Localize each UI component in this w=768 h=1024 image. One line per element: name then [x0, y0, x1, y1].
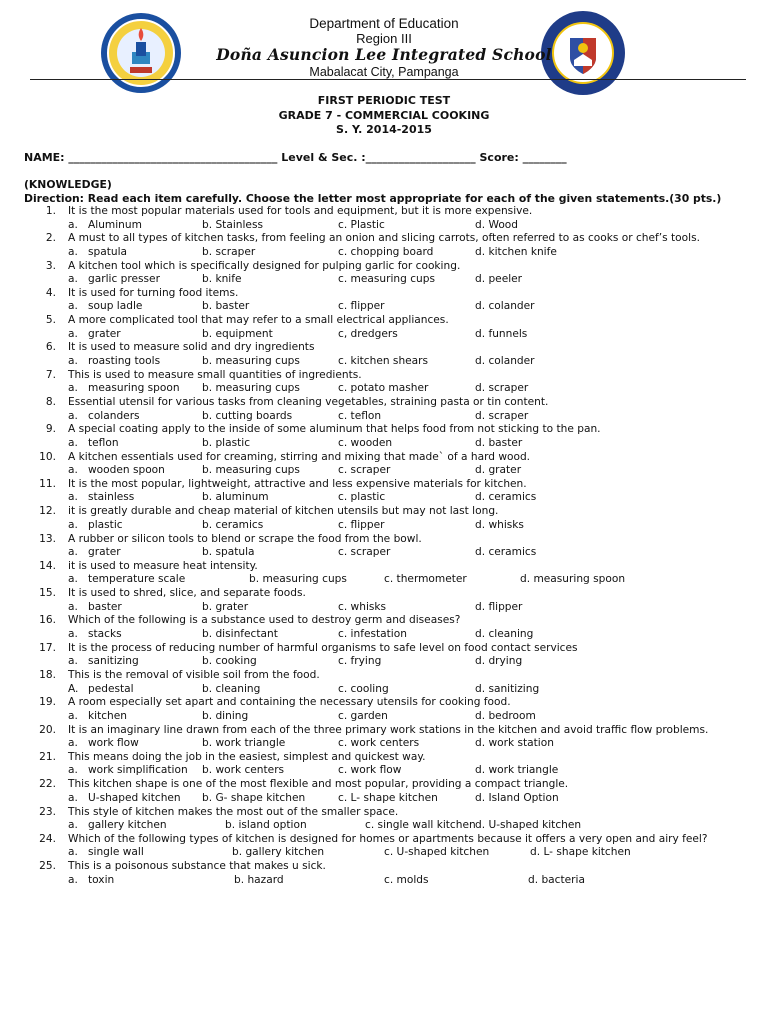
question-stem: It is an imaginary line drawn from each of the three primary work stations in the kitchen and avoid traffic flow problems.: [68, 723, 709, 736]
choice-c: c. plastic: [338, 491, 386, 504]
choice-d: d. L- shape kitchen: [530, 846, 631, 859]
question-number: 2.: [45, 232, 56, 245]
question-stem: It is the most popular materials used for tools and equipment, but it is more expensive.: [68, 205, 533, 217]
choice-a: a. work simplification: [68, 764, 188, 777]
region-name: Region III: [356, 31, 412, 46]
choice-a: a. colanders: [68, 409, 140, 422]
question-item: [0, 423, 768, 450]
choice-b: b. disinfectant: [202, 627, 278, 640]
choice-b: b. baster: [202, 300, 250, 313]
choice-a: a. grater: [68, 546, 121, 559]
choice-a: a. work flow: [68, 737, 139, 750]
question-item: [0, 505, 768, 532]
choice-c: c. single wall kitchen: [365, 819, 476, 832]
choice-d: d. colander: [475, 300, 535, 313]
choice-d: d. U-shaped kitchen: [475, 819, 582, 832]
choice-b: b. work triangle: [202, 737, 286, 750]
choice-a: a. sanitizing: [68, 655, 139, 668]
question-item: [0, 232, 768, 259]
question-stem: This means doing the job in the easiest, simplest and quickest way.: [68, 750, 426, 763]
choice-d: d. peeler: [475, 273, 523, 286]
choice-b: b. measuring cups: [249, 573, 347, 586]
choice-c: c, dredgers: [338, 327, 398, 340]
choice-a: a. spatula: [68, 245, 128, 258]
choice-b: b. scraper: [202, 245, 256, 258]
question-stem: A kitchen tool which is specifically designed for pulping garlic for cooking.: [68, 259, 461, 272]
choice-b: b. knife: [202, 273, 242, 286]
choice-d: d. bedroom: [475, 709, 536, 722]
question-item: [0, 724, 768, 751]
choice-b: b. measuring cups: [202, 464, 300, 477]
question-stem: A more complicated tool that may refer to a small electrical appliances.: [68, 314, 449, 327]
choice-c: c. infestation: [338, 627, 407, 640]
choice-a: a. temperature scale: [68, 573, 186, 586]
choice-d: d. work station: [475, 737, 554, 750]
choice-d: d. funnels: [475, 327, 528, 340]
question-number: 8.: [45, 396, 56, 409]
choice-b: b. hazard: [234, 873, 284, 886]
question-stem: This style of kitchen makes the most out of the smaller space.: [68, 805, 399, 818]
question-number: 17.: [39, 641, 56, 654]
question-stem: It is the most popular, lightweight, attractive and less expensive materials for kitchen.: [68, 477, 527, 490]
choice-d: d. baster: [475, 436, 523, 449]
question-number: 3.: [45, 259, 56, 272]
question-item: [0, 806, 768, 833]
question-number: 7.: [45, 368, 56, 381]
choice-b: b. plastic: [202, 436, 251, 449]
choice-d: d. scraper: [475, 409, 529, 422]
choice-d: d. kitchen knife: [475, 245, 557, 258]
question-number: 24.: [39, 832, 56, 845]
question-number: 23.: [39, 805, 56, 818]
question-number: 13.: [39, 532, 56, 545]
choice-a: a. stacks: [68, 627, 122, 640]
question-item: [0, 451, 768, 478]
question-number: 19.: [39, 696, 56, 709]
choice-d: d. bacteria: [528, 873, 585, 886]
choice-c: c. chopping board: [338, 245, 434, 258]
choice-b: b. aluminum: [202, 491, 269, 504]
choice-b: b. cooking: [202, 655, 257, 668]
test-title: FIRST PERIODIC TEST: [317, 94, 451, 107]
school-city: Mabalacat City, Pampanga: [309, 65, 459, 79]
choice-b: b. gallery kitchen: [232, 846, 325, 859]
choice-c: c. potato masher: [338, 382, 429, 395]
question-stem: This is the removal of visible soil from the food.: [68, 669, 320, 682]
choice-c: c. thermometer: [384, 573, 467, 586]
question-stem: It is used for turning food items.: [68, 286, 239, 299]
choice-b: b. cutting boards: [202, 409, 293, 422]
choice-b: b. measuring cups: [202, 354, 300, 367]
question-number: 14.: [39, 559, 56, 572]
choice-a: a. plastic: [68, 518, 123, 531]
question-stem: A rubber or silicon tools to blend or scrape the food from the bowl.: [68, 532, 422, 545]
school-name: Doña Asuncion Lee Integrated School: [216, 45, 552, 64]
question-stem: A kitchen essentials used for creaming, stirring and mixing that made` of a hard wood.: [68, 450, 531, 463]
choice-b: b. grater: [202, 600, 249, 613]
question-item: [0, 587, 768, 614]
choice-c: c. whisks: [338, 600, 387, 613]
choice-d: d. colander: [475, 354, 535, 367]
choice-c: c. L- shape kitchen: [338, 791, 438, 804]
question-number: 12.: [39, 505, 56, 518]
choice-a: a. Aluminum: [68, 218, 142, 231]
question-stem: It is used to shred, slice, and separate foods.: [68, 587, 306, 600]
question-number: 9.: [45, 423, 56, 436]
choice-d: d. whisks: [475, 518, 524, 531]
question-number: 16.: [39, 614, 56, 627]
question-item: [0, 833, 768, 860]
question-number: 5.: [45, 314, 56, 327]
choice-d: d. Island Option: [475, 791, 559, 804]
test-subject: GRADE 7 - COMMERCIAL COOKING: [278, 109, 490, 122]
choice-d: d. ceramics: [475, 491, 537, 504]
choice-a: a. grater: [68, 327, 121, 340]
question-stem: A room especially set apart and containing the necessary utensils for cooking food.: [68, 696, 511, 709]
question-list: [0, 205, 768, 887]
choice-d: d. sanitizing: [475, 682, 540, 695]
choice-d: d. cleaning: [475, 627, 534, 640]
choice-c: c. frying: [338, 655, 382, 668]
question-item: [0, 751, 768, 778]
question-stem: This is a poisonous substance that makes u sick.: [68, 860, 326, 873]
department-name: Department of Education: [309, 16, 459, 31]
choice-a: a. measuring spoon: [68, 382, 180, 395]
choice-d: d. grater: [475, 464, 522, 477]
question-stem: it is used to measure heat intensity.: [68, 559, 258, 572]
choice-c: c. flipper: [338, 518, 385, 531]
question-number: 25.: [39, 860, 56, 873]
question-number: 21.: [39, 750, 56, 763]
question-stem: Which of the following types of kitchen is designed for homes or apartments because it offers a very open and airy feel?: [68, 832, 708, 845]
question-item: [0, 369, 768, 396]
choice-a: a. garlic presser: [68, 273, 160, 286]
choice-b: b. cleaning: [202, 682, 261, 695]
choice-d: d. drying: [475, 655, 523, 668]
choice-c: c. cooling: [338, 682, 389, 695]
section-heading: (KNOWLEDGE): [24, 178, 112, 191]
choice-a: a. soup ladle: [68, 300, 143, 313]
question-item: [0, 205, 768, 232]
choice-d: d. flipper: [475, 600, 523, 613]
choice-b: b. measuring cups: [202, 382, 300, 395]
choice-c: c. measuring cups: [338, 273, 436, 286]
student-info-line: NAME: ______________________________________ Level & Sec. :____________________ Score: ________: [24, 151, 567, 164]
question-number: 20.: [39, 723, 56, 736]
choice-a: a. single wall: [68, 846, 144, 859]
question-stem: A special coating apply to the inside of some aluminum that helps food from not sticking to the pan.: [68, 423, 601, 436]
question-item: [0, 478, 768, 505]
choice-c: c. garden: [338, 709, 388, 722]
choice-c: c. kitchen shears: [338, 354, 429, 367]
question-item: [0, 614, 768, 641]
question-item: [0, 287, 768, 314]
question-item: [0, 260, 768, 287]
choice-b: b. ceramics: [202, 518, 264, 531]
choice-c: c. wooden: [338, 436, 393, 449]
question-stem: Essential utensil for various tasks from cleaning vegetables, straining pasta or tin content.: [68, 396, 549, 409]
question-item: [0, 860, 768, 887]
question-item: [0, 669, 768, 696]
question-item: [0, 341, 768, 368]
question-number: 10.: [39, 450, 56, 463]
choice-c: c. work centers: [338, 737, 420, 750]
choice-c: c. Plastic: [338, 218, 385, 231]
directions: Direction: Read each item carefully. Choose the letter most appropriate for each of the given statements.(30 pts.): [24, 192, 722, 205]
question-number: 4.: [45, 286, 56, 299]
choice-d: d. work triangle: [475, 764, 559, 777]
choice-c: c. U-shaped kitchen: [384, 846, 490, 859]
question-item: [0, 642, 768, 669]
choice-b: b. work centers: [202, 764, 285, 777]
choice-d: d. ceramics: [475, 546, 537, 559]
choice-b: b. equipment: [202, 327, 273, 340]
choice-a: a. gallery kitchen: [68, 819, 167, 832]
question-item: [0, 396, 768, 423]
choice-a: A. pedestal: [68, 682, 134, 695]
choice-c: c. flipper: [338, 300, 385, 313]
question-stem: A must to all types of kitchen tasks, from feeling an onion and slicing carrots, often referred to as cooks or chef’s tools.: [68, 232, 700, 245]
header-divider: [30, 79, 746, 80]
choice-c: c. molds: [384, 873, 429, 886]
question-number: 18.: [39, 669, 56, 682]
choice-b: b. Stainless: [202, 218, 263, 231]
choice-b: b. island option: [225, 819, 307, 832]
question-number: 11.: [39, 477, 56, 490]
question-number: 22.: [39, 778, 56, 791]
choice-c: c. scraper: [338, 546, 391, 559]
question-item: [0, 560, 768, 587]
question-number: 15.: [39, 587, 56, 600]
choice-a: a. baster: [68, 600, 122, 613]
choice-a: a. toxin: [68, 873, 115, 886]
choice-a: a. roasting tools: [68, 354, 161, 367]
school-year: S. Y. 2014-2015: [336, 123, 432, 136]
question-number: 6.: [45, 341, 56, 354]
question-stem: This is used to measure small quantities of ingredients.: [68, 368, 362, 381]
question-number: 1.: [45, 205, 56, 217]
choice-c: c. teflon: [338, 409, 382, 422]
question-stem: Which of the following is a substance used to destroy germ and diseases?: [68, 614, 461, 627]
choice-b: b. dining: [202, 709, 249, 722]
question-item: [0, 533, 768, 560]
choice-d: d. scraper: [475, 382, 529, 395]
choice-d: d. Wood: [475, 218, 519, 231]
choice-b: b. spatula: [202, 546, 255, 559]
choice-a: a. U-shaped kitchen: [68, 791, 181, 804]
question-stem: it is greatly durable and cheap material of kitchen utensils but may not last long.: [68, 505, 499, 518]
question-stem: This kitchen shape is one of the most flexible and most popular, providing a compact triangle.: [68, 778, 569, 791]
choice-a: a. wooden spoon: [68, 464, 165, 477]
choice-a: a. stainless: [68, 491, 135, 504]
question-stem: It is the process of reducing number of harmful organisms to safe level on food contact services: [68, 641, 578, 654]
choice-b: b. G- shape kitchen: [202, 791, 306, 804]
question-stem: It is used to measure solid and dry ingredients: [68, 341, 315, 354]
question-item: [0, 314, 768, 341]
choice-c: c. work flow: [338, 764, 402, 777]
letterhead: [0, 0, 768, 90]
choice-c: c. scraper: [338, 464, 391, 477]
choice-d: d. measuring spoon: [520, 573, 626, 586]
question-item: [0, 696, 768, 723]
choice-a: a. teflon: [68, 436, 119, 449]
question-item: [0, 778, 768, 805]
choice-a: a. kitchen: [68, 709, 128, 722]
